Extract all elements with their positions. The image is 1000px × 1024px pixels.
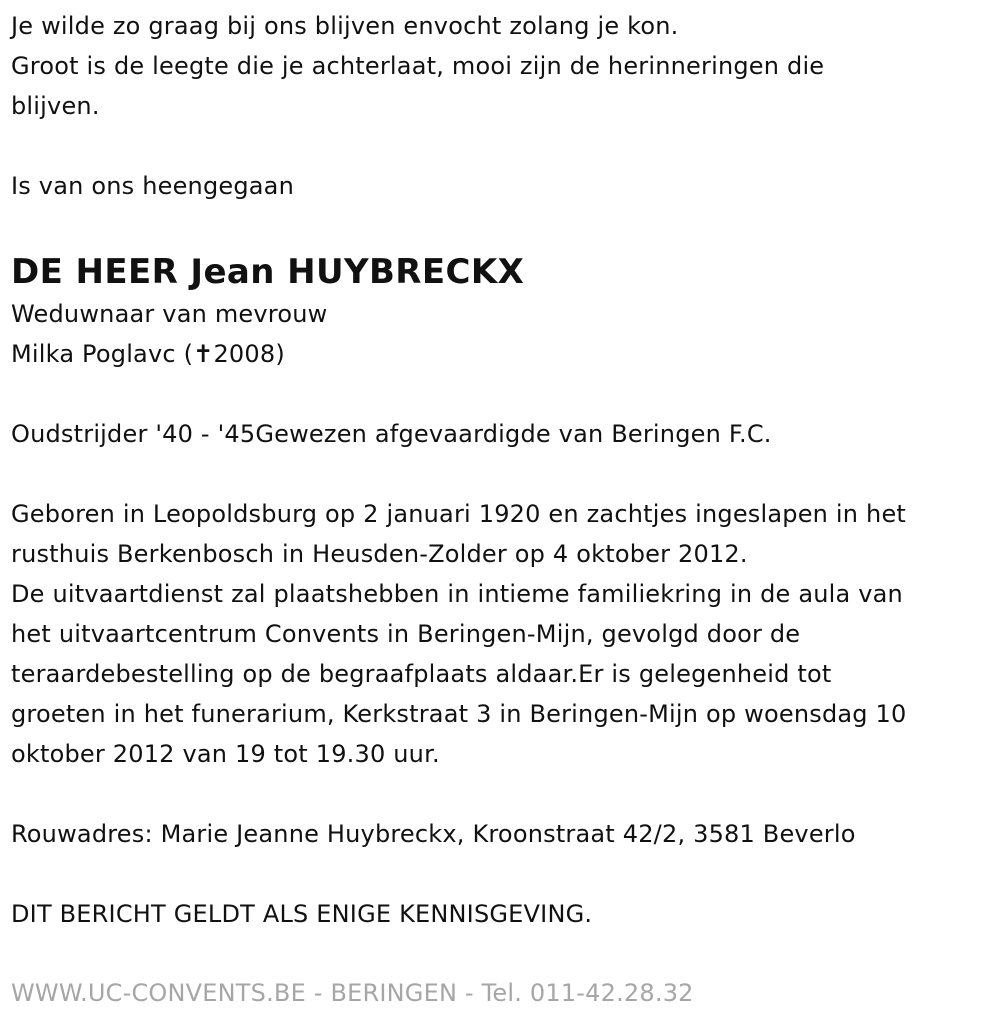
poem-line-1: Je wilde zo graag bij ons blijven envocht zolang je kon.	[11, 12, 679, 40]
spacer	[11, 374, 996, 414]
obituary-notice	[11, 6, 996, 934]
details-line-2: rusthuis Berkenbosch in Heusden-Zolder op 4 oktober 2012.	[11, 540, 748, 568]
poem-line-2: Groot is de leegte die je achterlaat, mooi zijn de herinneringen die	[11, 52, 825, 80]
intro-text: Is van ons heengegaan	[11, 172, 295, 200]
details-line-1: Geboren in Leopoldsburg op 2 januari 1920 en zachtjes ingeslapen in het	[11, 500, 907, 528]
poem-line-3: blijven.	[11, 92, 100, 120]
spacer	[11, 126, 996, 166]
spacer	[11, 774, 996, 814]
spouse-line-2: Milka Poglavc (✝2008)	[11, 340, 285, 368]
mourning-address: Rouwadres: Marie Jeanne Huybreckx, Kroonstraat 42/2, 3581 Beverlo	[11, 820, 856, 848]
spacer	[11, 206, 996, 246]
deceased-name: DE HEER Jean HUYBRECKX	[11, 252, 525, 292]
roles-text: Oudstrijder '40 - '45Gewezen afgevaardigde van Beringen F.C.	[11, 420, 772, 448]
details-line-3: De uitvaartdienst zal plaatshebben in intieme familiekring in de aula van	[11, 580, 903, 608]
spacer	[11, 454, 996, 494]
details-line-4: het uitvaartcentrum Convents in Beringen-Mijn, gevolgd door de	[11, 620, 801, 648]
spacer	[11, 854, 996, 894]
notice-text: DIT BERICHT GELDT ALS ENIGE KENNISGEVING.	[11, 900, 593, 928]
details-line-6: groeten in het funerarium, Kerkstraat 3 in Beringen-Mijn op woensdag 10	[11, 700, 907, 728]
details-line-5: teraardebestelling op de begraafplaats aldaar.Er is gelegenheid tot	[11, 660, 832, 688]
footer-contact: WWW.UC-CONVENTS.BE - BERINGEN - Tel. 011-42.28.32	[11, 979, 694, 1007]
spouse-line-1: Weduwnaar van mevrouw	[11, 300, 328, 328]
details-line-7: oktober 2012 van 19 tot 19.30 uur.	[11, 740, 440, 768]
